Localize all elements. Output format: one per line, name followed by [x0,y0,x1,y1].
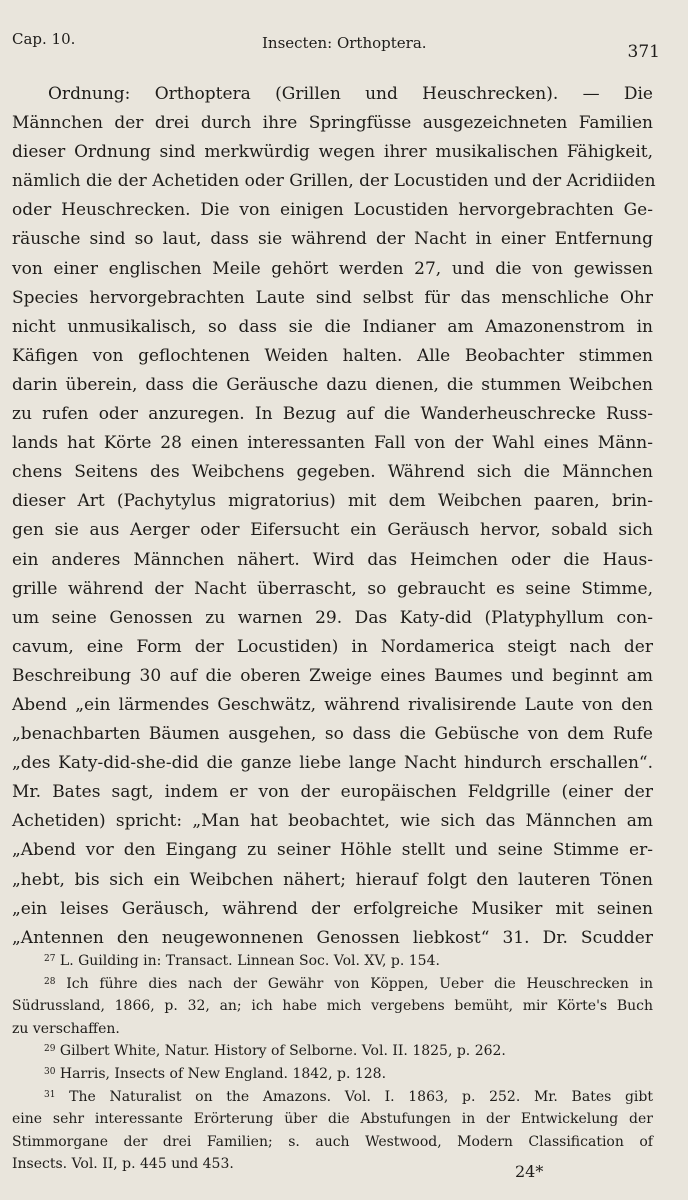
running-title: Insecten: Orthoptera. [262,34,427,52]
text-line: Käfigen von geflochtenen Weiden halten. Alle Beobachter stimmen [12,345,653,366]
text-line: „ein leises Geräusch, während der erfolgreiche Musiker mit seinen [12,898,653,919]
text-line: um seine Genossen zu warnen 29. Das Katy-did (Platyphyllum con- [12,607,653,628]
footnote-continuation: Stimmorgane der drei Familien; s. auch Westwood, Modern Classification of [12,1133,653,1150]
footnote-number: 31 [44,1089,56,1100]
text-line: nicht unmusikalisch, so dass sie die Indianer am Amazonenstrom in [12,316,653,337]
text-line: Achetiden) spricht: „Man hat beobachtet, wie sich das Männchen am [12,811,653,832]
text-line: Mr. Bates sagt, indem er von der europäischen Feldgrille (einer der [12,782,653,803]
footnote-number: 29 [44,1044,56,1055]
text-line: cavum, eine Form der Locustiden) in Nordamerica steigt nach der [12,636,653,657]
footnote-28 [12,973,653,996]
footnote-continuation: Südrussland, 1866, p. 32, an; ich habe mich vergebens bemüht, mir Körte's Buch [12,998,653,1015]
page-number: 371 [627,42,660,62]
text-line: nämlich die der Achetiden oder Grillen, der Locustiden und der Acridiiden [12,171,656,192]
text-line: „hebt, bis sich ein Weibchen nähert; hierauf folgt den lauteren Tönen [12,869,653,890]
text-line: dieser Art (Pachytylus migratorius) mit dem Weibchen paaren, brin- [12,491,653,512]
footnote-text: Ich führe dies nach der Gewähr von Köppen, Ueber die Heuschrecken in [55,975,653,992]
text-line: grille während der Nacht überrascht, so gebraucht es seine Stimme, [12,578,653,599]
text-line: Ordnung: Orthoptera (Grillen und Heuschrecken). — Die [48,84,653,104]
footnote-27 [12,950,653,973]
footnote-text: The Naturalist on the Amazons. Vol. I. 1863, p. 252. Mr. Bates gibt [55,1088,653,1105]
chapter-label: Cap. 10. [12,30,76,48]
footnote-continuation: Insects. Vol. II, p. 445 und 453. [12,1156,234,1173]
text-line: ein anderes Männchen nähert. Wird das Heimchen oder die Haus- [12,549,653,570]
text-line: von einer englischen Meile gehört werden 27, und die von gewissen [12,258,653,279]
text-line: dieser Ordnung sind merkwürdig wegen ihrer musikalischen Fähigkeit, [12,142,653,163]
footnote-29 [12,1040,653,1063]
footnotes [12,950,653,1176]
footnote-continuation: zu verschaffen. [12,1020,120,1037]
footnote-number: 28 [44,976,56,987]
footnote-31 [12,1086,653,1109]
signature-mark: 24* [515,1162,544,1181]
footnote-number: 27 [44,954,56,964]
footnote-text: Harris, Insects of New England. 1842, p. 128. [55,1065,387,1082]
text-line: Species hervorgebrachten Laute sind selbst für das menschliche Ohr [12,287,653,308]
running-header [12,28,660,68]
text-line: Abend „ein lärmendes Geschwätz, während rivalisirende Laute von den [12,694,653,715]
footnote-number: 30 [44,1066,56,1077]
main-text [12,80,656,953]
footnote-text: L. Guilding in: Transact. Linnean Soc. Vol. XV, p. 154. [55,953,440,969]
text-line: „Abend vor den Eingang zu seiner Höhle stellt und seine Stimme er- [12,840,653,861]
text-line: Männchen der drei durch ihre Springfüsse ausgezeichneten Familien [12,113,653,134]
text-line: Beschreibung 30 auf die oberen Zweige eines Baumes und beginnt am [12,665,653,686]
text-line: „des Katy-did-she-did die ganze liebe lange Nacht hindurch erschallen“. [12,753,653,774]
footnote-30 [12,1063,653,1086]
footnote-continuation: eine sehr interessante Erörterung über die Abstufungen in der Entwickelung der [12,1111,653,1128]
text-line: gen sie aus Aerger oder Eifersucht ein Geräusch hervor, sobald sich [12,520,653,541]
text-line: räusche sind so laut, dass sie während der Nacht in einer Entfernung [12,229,653,250]
text-line: oder Heuschrecken. Die von einigen Locustiden hervorgebrachten Ge- [12,200,653,221]
text-line: darin überein, dass die Geräusche dazu dienen, die stummen Weibchen [12,374,653,395]
footnote-text: Gilbert White, Natur. History of Selborne. Vol. II. 1825, p. 262. [55,1043,506,1060]
text-line: „Antennen den neugewonnenen Genossen liebkost“ 31. Dr. Scudder [12,927,653,948]
text-line: chens Seitens des Weibchens gegeben. Während sich die Männchen [12,462,653,483]
text-line: zu rufen oder anzuregen. In Bezug auf die Wanderheuschrecke Russ- [12,404,653,425]
text-line: „benachbarten Bäumen ausgehen, so dass die Gebüsche von dem Rufe [12,724,653,745]
text-line: lands hat Körte 28 einen interessanten Fall von der Wahl eines Männ- [12,433,653,454]
